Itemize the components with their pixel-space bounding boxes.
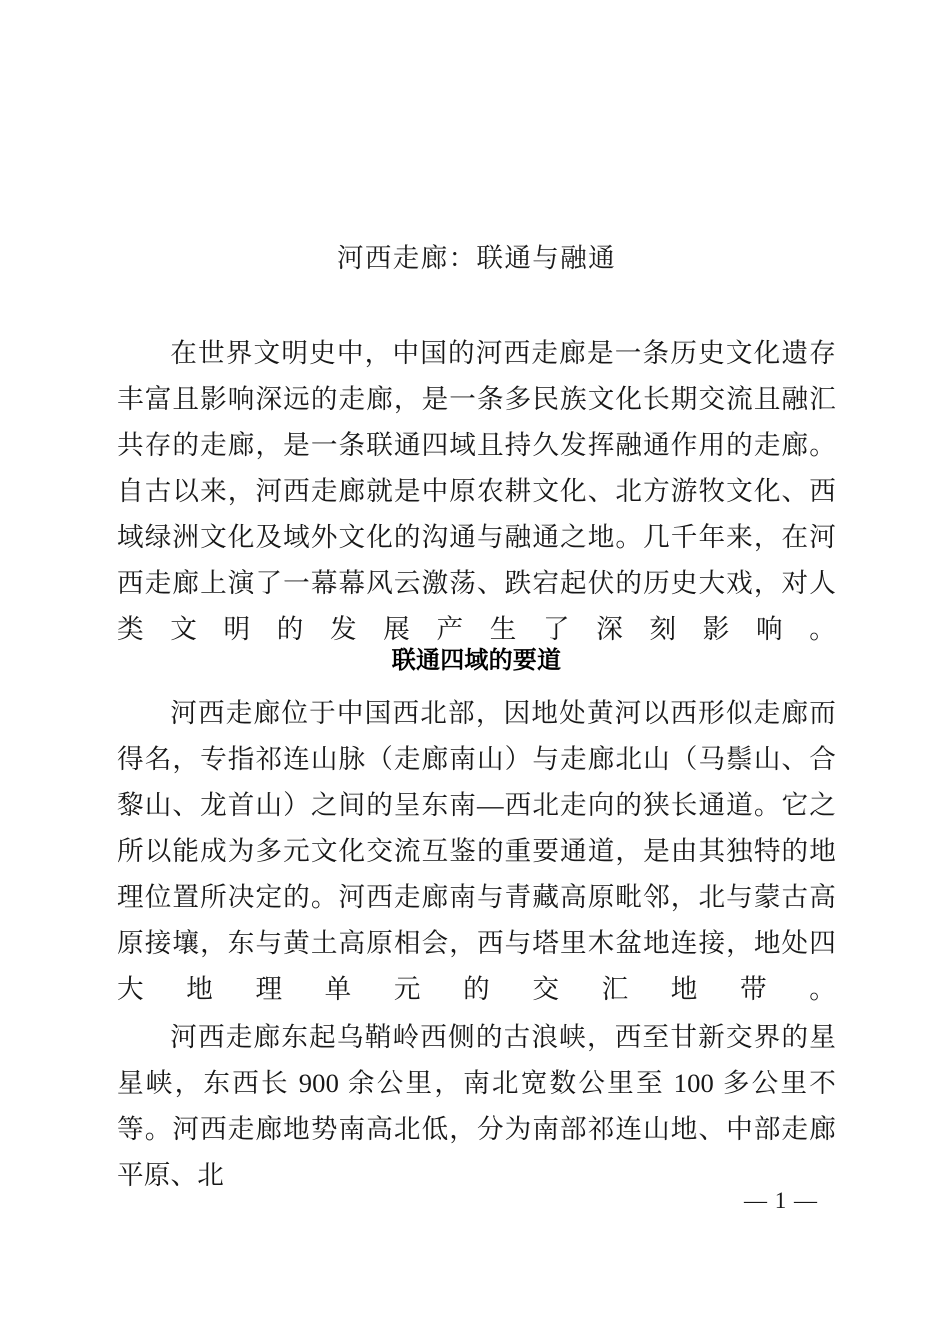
page-title: 河西走廊：联通与融通 bbox=[337, 243, 616, 273]
paragraph-extent: 河西走廊东起乌鞘岭西侧的古浪峡，西至甘新交界的星星峡，东西长 900 余公里，南北宽数公里至 100 多公里不等。河西走廊地势南高北低，分为南部祁连山地、中部走廊平原、北 bbox=[117, 1022, 836, 1190]
paragraph-intro: 在世界文明史中，中国的河西走廊是一条历史文化遗存丰富且影响深远的走廊，是一条多民族文化长期交流且融汇共存的走廊，是一条联通四域且持久发挥融通作用的走廊。自古以来，河西走廊就是中原农耕文化、北方游牧文化、西域绿洲文化及域外文化的沟通与融通之地。几千年来，在河西走廊上演了一幕幕风云激荡、跌宕起伏的历史大戏，对人类文明的发展产生了深刻影响。 bbox=[117, 338, 836, 644]
section-heading-routes: 联通四域的要道 bbox=[391, 646, 562, 674]
page-number: — 1 — bbox=[744, 1188, 818, 1213]
paragraph-geography: 河西走廊位于中国西北部，因地处黄河以西形似走廊而得名，专指祁连山脉（走廊南山）与走廊北山（马鬃山、合黎山、龙首山）之间的呈东南—西北走向的狭长通道。它之所以能成为多元文化交流互鉴的重要通道，是由其独特的地理位置所决定的。河西走廊南与青藏高原毗邻，北与蒙古高原接壤，东与黄土高原相会，西与塔里木盆地连接，地处四大地理单元的交汇地带。 bbox=[117, 698, 836, 1004]
